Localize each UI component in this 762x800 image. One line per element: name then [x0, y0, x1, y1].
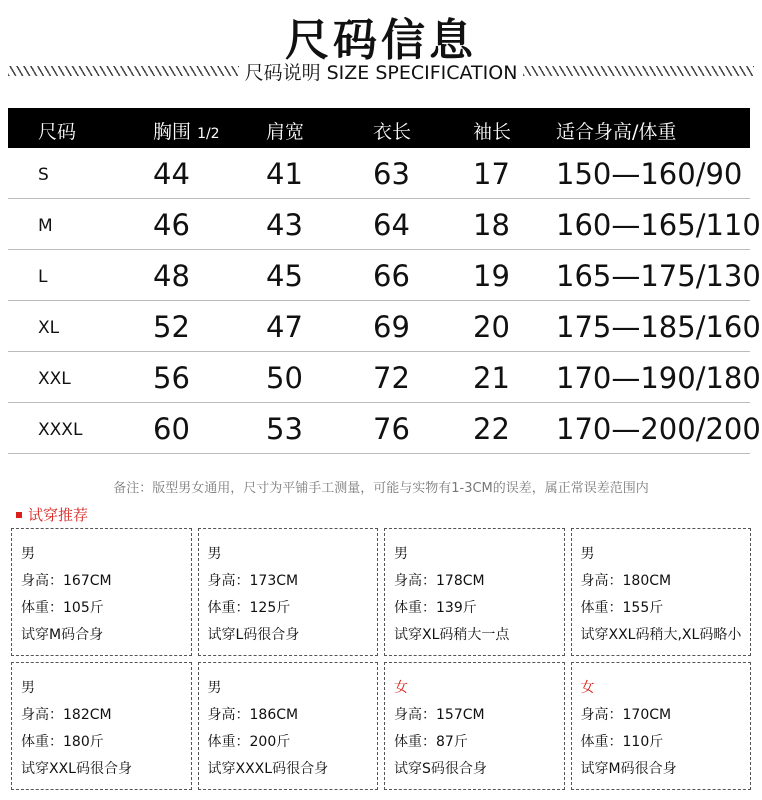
header-shoulder: 肩宽	[266, 121, 305, 143]
table-row	[8, 148, 750, 199]
subtitle-bar	[8, 58, 754, 84]
card-gender: 男	[21, 680, 35, 696]
card-result: 试穿M码合身	[21, 627, 104, 643]
cell-size: XXXL	[38, 420, 83, 440]
card-weight: 体重：200斤	[207, 734, 291, 750]
table-row	[8, 199, 761, 250]
recommend-card	[198, 528, 379, 656]
cell-length: 64	[373, 208, 410, 242]
page-title: 尺码信息	[285, 15, 477, 66]
table-header	[8, 108, 750, 148]
cell-chest: 46	[153, 208, 190, 242]
card-height: 身高：180CM	[580, 573, 672, 589]
table-row	[8, 403, 761, 454]
card-gender: 男	[207, 546, 222, 562]
recommend-card	[198, 662, 379, 790]
card-weight: 体重：87斤	[394, 734, 468, 750]
card-gender: 女	[394, 680, 408, 696]
cell-size: L	[38, 267, 48, 287]
card-height: 身高：170CM	[580, 707, 672, 723]
card-result: 试穿XL码稍大一点	[394, 627, 510, 643]
cell-chest: 52	[153, 310, 190, 344]
cell-length: 76	[373, 412, 410, 446]
cell-size: XXL	[38, 369, 71, 389]
cell-fit: 170—200/200	[556, 412, 761, 446]
cell-size: M	[38, 216, 53, 236]
cell-fit: 175—185/160	[556, 310, 761, 344]
cell-sleeve: 17	[473, 157, 510, 191]
cell-sleeve: 18	[473, 208, 510, 242]
recommend-title	[16, 504, 88, 525]
cell-fit: 160—165/110	[556, 208, 761, 242]
card-weight: 体重：125斤	[207, 600, 291, 616]
cell-chest: 48	[153, 259, 190, 293]
cell-size: XL	[38, 318, 60, 338]
cell-shoulder: 43	[266, 208, 303, 242]
card-weight: 体重：180斤	[21, 734, 104, 750]
header-length: 衣长	[373, 121, 412, 143]
card-height: 身高：173CM	[207, 573, 299, 589]
card-height: 身高：182CM	[21, 707, 112, 723]
card-weight: 体重：105斤	[21, 600, 104, 616]
bullet-icon	[16, 512, 22, 518]
card-weight: 体重：155斤	[580, 600, 664, 616]
table-row	[8, 352, 761, 403]
card-result: 试穿XXL码稍大,XL码略小	[580, 627, 742, 643]
subtitle: 尺码说明 SIZE SPECIFICATION	[244, 61, 518, 84]
card-height: 身高：167CM	[21, 573, 112, 589]
header-fit: 适合身高/体重	[556, 121, 677, 143]
card-height: 身高：157CM	[394, 707, 485, 723]
cell-sleeve: 21	[473, 361, 510, 395]
table-note: 备注：版型男女通用，尺寸为平铺手工测量，可能与实物有1-3CM的误差，属正常误差范围内	[113, 481, 649, 496]
cell-shoulder: 50	[266, 361, 303, 395]
table-row	[8, 301, 761, 352]
cell-shoulder: 53	[266, 412, 303, 446]
cell-shoulder: 45	[266, 259, 303, 293]
recommend-card	[571, 528, 752, 656]
card-gender: 男	[580, 546, 595, 562]
card-result: 试穿M码很合身	[580, 761, 677, 777]
recommend-card	[384, 662, 565, 790]
card-result: 试穿XXL码很合身	[21, 761, 132, 777]
recommend-card	[11, 528, 192, 656]
cell-fit: 165—175/130	[556, 259, 761, 293]
table-body	[8, 148, 761, 454]
card-result: 试穿S码很合身	[394, 761, 487, 777]
header-chest-label: 胸围	[153, 121, 192, 143]
cell-shoulder: 47	[266, 310, 303, 344]
recommend-title-label: 试穿推荐	[28, 506, 89, 524]
card-result: 试穿L码很合身	[207, 627, 300, 643]
card-gender: 女	[580, 680, 595, 696]
cell-sleeve: 19	[473, 259, 510, 293]
cell-chest: 56	[153, 361, 190, 395]
cell-length: 66	[373, 259, 410, 293]
cell-length: 69	[373, 310, 410, 344]
card-gender: 男	[207, 680, 222, 696]
cell-chest: 60	[153, 412, 190, 446]
cell-shoulder: 41	[266, 157, 303, 191]
cell-fit: 170—190/180	[556, 361, 761, 395]
cell-fit: 150—160/90	[556, 157, 743, 191]
card-height: 身高：186CM	[207, 707, 299, 723]
table-row	[8, 250, 761, 301]
card-gender: 男	[21, 546, 35, 562]
header-chest-half: 1/2	[197, 126, 220, 142]
card-result: 试穿XXXL码很合身	[207, 761, 329, 777]
header-sleeve: 袖长	[473, 121, 512, 143]
header-chest	[153, 117, 220, 144]
card-height: 身高：178CM	[394, 573, 485, 589]
cell-length: 72	[373, 361, 410, 395]
recommend-card	[571, 662, 752, 790]
hatch-right-decoration	[523, 66, 754, 76]
card-weight: 体重：110斤	[580, 734, 664, 750]
card-gender: 男	[394, 546, 408, 562]
cell-sleeve: 22	[473, 412, 510, 446]
size-table	[8, 108, 761, 454]
recommend-card	[11, 662, 192, 790]
hatch-left-decoration	[8, 66, 239, 76]
card-weight: 体重：139斤	[394, 600, 477, 616]
cell-length: 63	[373, 157, 410, 191]
header-size: 尺码	[38, 121, 77, 143]
cell-size: S	[38, 165, 49, 185]
cell-sleeve: 20	[473, 310, 510, 344]
recommend-card	[384, 528, 565, 656]
recommend-grid	[11, 528, 751, 790]
cell-chest: 44	[153, 157, 190, 191]
